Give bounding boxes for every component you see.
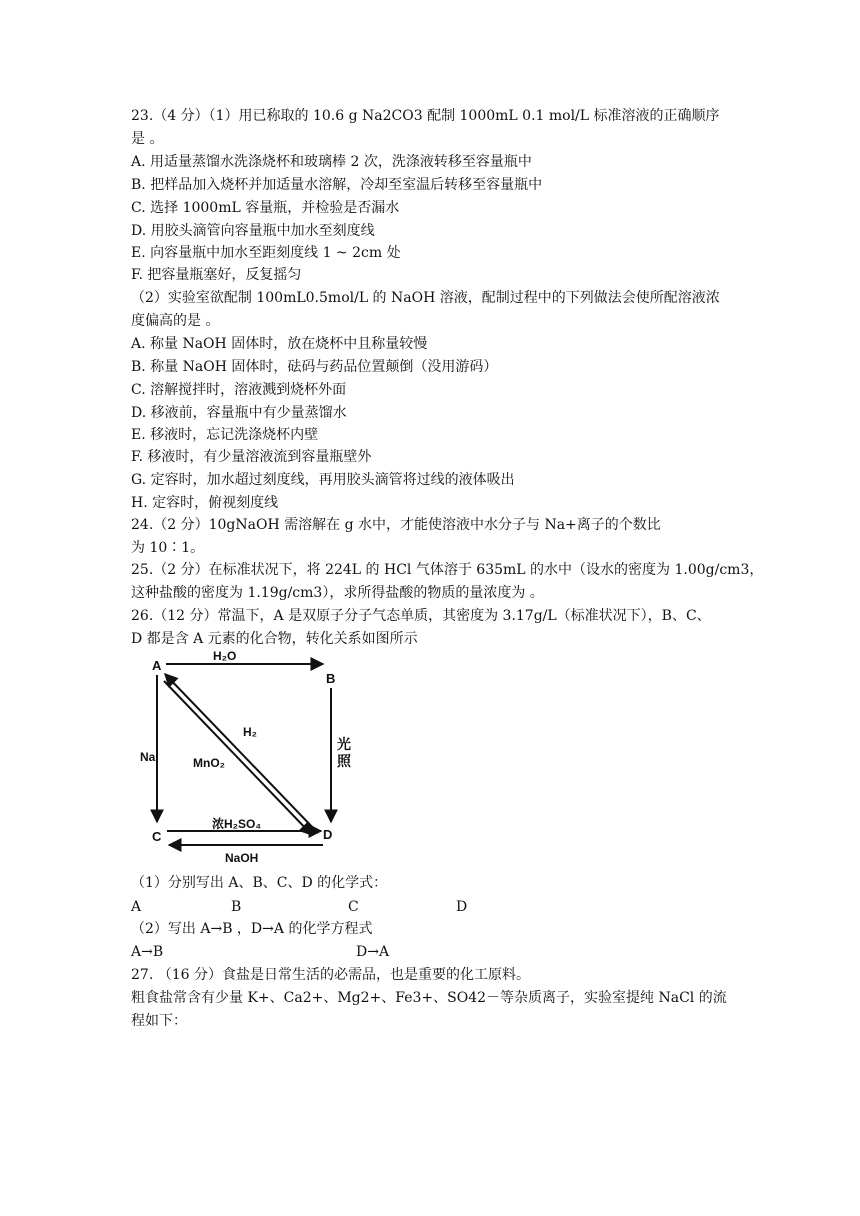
q24-line1: 24.（2 分）10gNaOH 需溶解在 g 水中，才能使溶液中水分子与 Na+离子的个数比 xyxy=(131,517,661,533)
arrow-d-to-a xyxy=(165,674,318,833)
label-guang: 光 xyxy=(337,736,351,752)
q26-line1: 26.（12 分）常温下，A 是双原子分子气态单质，其密度为 3.17g/L（标准状况下），B、C、 xyxy=(131,608,711,624)
q26-blank-b: B xyxy=(231,899,242,915)
node-d: D xyxy=(323,827,333,842)
q26-blank-d: D xyxy=(456,899,468,915)
q26-blank-c: C xyxy=(348,899,359,915)
q26-sub2: （2）写出 A→B ，D→A 的化学方程式 xyxy=(131,921,373,937)
q27-line3: 程如下： xyxy=(131,1013,187,1029)
q26-sub1: （1）分别写出 A、B、C、D 的化学式： xyxy=(131,875,388,891)
q26-eq-a-to-b: A→B xyxy=(131,944,164,960)
node-c: C xyxy=(152,829,162,844)
q23-part2-option-e: E. 移液时，忘记洗涤烧杯内壁 xyxy=(131,427,319,443)
q26-blank-a: A xyxy=(131,899,142,915)
q23-option-d: D. 用胶头滴管向容量瓶中加水至刻度线 xyxy=(131,223,375,239)
q23-part2-option-h: H. 定容时，俯视刻度线 xyxy=(131,495,279,511)
q23-option-a: A. 用适量蒸馏水洗涤烧杯和玻璃棒 2 次，洗涤液转移至容量瓶中 xyxy=(131,154,532,170)
q23-part2-option-b: B. 称量 NaOH 固体时，砝码与药品位置颠倒（没用游码） xyxy=(131,359,498,375)
q23-option-c: C. 选择 1000mL 容量瓶，并检验是否漏水 xyxy=(131,200,400,216)
q24-line2: 为 10∶1。 xyxy=(131,540,205,556)
q23-part2-stem-line1: （2）实验室欲配制 100mL0.5mol/L 的 NaOH 溶液，配制过程中的下列做法会使所配溶液浓 xyxy=(131,290,720,306)
q27-line2: 粗食盐常含有少量 K+、Ca2+、Mg2+、Fe3+、SO42－等杂质离子，实验室提纯 NaCl 的流 xyxy=(131,990,727,1006)
q26-line2: D 都是含 A 元素的化合物，转化关系如图所示 xyxy=(131,631,418,647)
q23-option-b: B. 把样品加入烧杯并加适量水溶解，冷却至室温后转移至容量瓶中 xyxy=(131,177,543,193)
label-mno2: MnO₂ xyxy=(193,756,225,770)
label-h2: H₂ xyxy=(243,725,257,739)
label-na: Na xyxy=(140,750,156,764)
q23-part2-option-g: G. 定容时，加水超过刻度线，再用胶头滴管将过线的液体吸出 xyxy=(131,472,515,488)
conversion-diagram xyxy=(140,650,360,865)
q23-part2-stem-line2: 度偏高的是 。 xyxy=(131,313,220,329)
label-h2o: H₂O xyxy=(213,650,237,663)
arrow-a-to-d xyxy=(164,681,312,835)
label-naoh: NaOH xyxy=(225,851,259,865)
node-b: B xyxy=(326,671,336,686)
label-zhao: 照 xyxy=(337,753,351,769)
q25-line2: 这种盐酸的密度为 1.19g/cm3），求所得盐酸的物质的量浓度为 。 xyxy=(131,585,544,601)
q23-option-e: E. 向容量瓶中加水至距刻度线 1 ~ 2cm 处 xyxy=(131,245,401,261)
label-conc-h2so4: 浓H₂SO₄ xyxy=(212,817,262,831)
q23-stem-line1: 23.（4 分）（1）用已称取的 10.6 g Na2CO3 配制 1000mL 0.1 mol/L 标准溶液的正确顺序 xyxy=(131,108,720,124)
node-a: A xyxy=(152,658,162,673)
q23-part2-option-d: D. 移液前，容量瓶中有少量蒸馏水 xyxy=(131,405,347,421)
q25-line1: 25.（2 分）在标准状况下，将 224L 的 HCl 气体溶于 635mL 的水中（设水的密度为 1.00g/cm3， xyxy=(131,562,764,578)
q23-stem-line2: 是 。 xyxy=(131,131,164,147)
q23-part2-option-f: F. 移液时，有少量溶液流到容量瓶壁外 xyxy=(131,449,372,465)
q23-part2-option-c: C. 溶解搅拌时，溶液溅到烧杯外面 xyxy=(131,382,347,398)
q23-option-f: F. 把容量瓶塞好，反复摇匀 xyxy=(131,267,302,283)
q23-part2-option-a: A. 称量 NaOH 固体时，放在烧杯中且称量较慢 xyxy=(131,336,428,352)
q26-eq-d-to-a: D→A xyxy=(356,944,390,960)
q27-line1: 27. （16 分）食盐是日常生活的必需品，也是重要的化工原料。 xyxy=(131,967,530,983)
